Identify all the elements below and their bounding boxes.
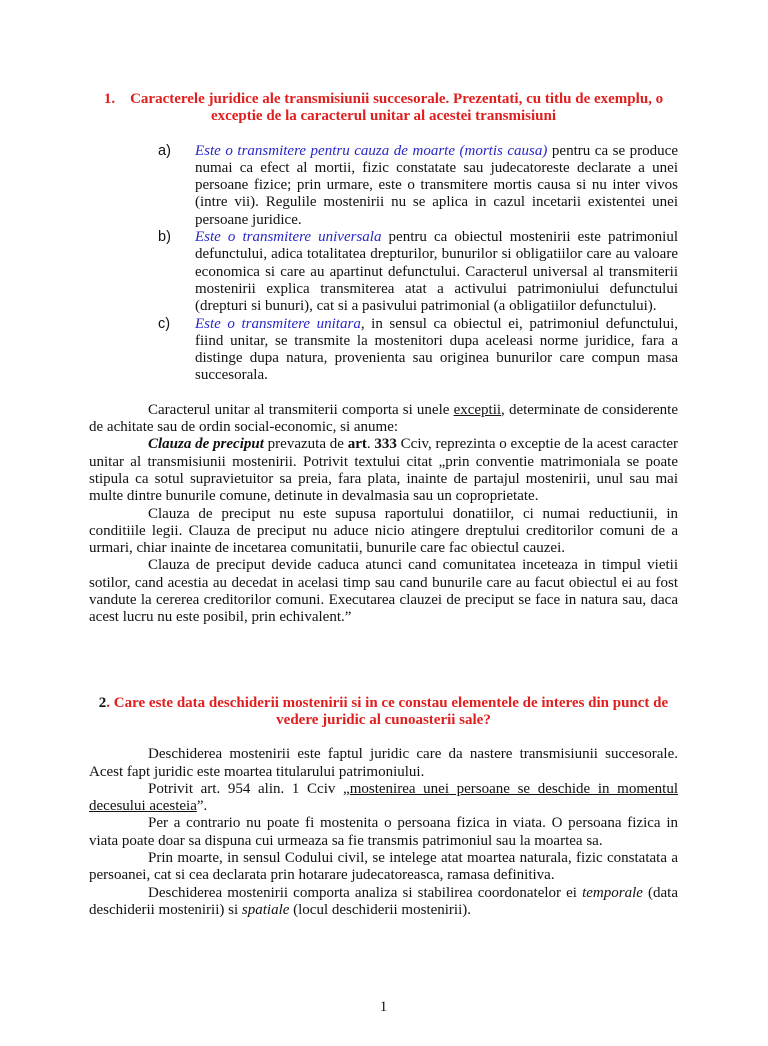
text: . <box>366 436 375 453</box>
paragraph: Clauza de preciput devide caduca atunci cand comunitatea inceteaza in timpul vietii sotilor, cand acestia au decedat in acelasi timp sau cand bunurile care au facut obiectul ei au fost vandute la cererea creditorilor comuni. Executarea clauzei de preciput se face in natura sau, daca acest lucru nu este posibil, prin echivalent.” <box>89 557 678 626</box>
list-marker: b) <box>158 229 171 246</box>
text: Deschiderea mostenirii comporta analiza si stabilirea coordonatelor ei <box>148 884 583 901</box>
text: (locul deschiderii mostenirii). <box>289 901 472 918</box>
list-marker: c) <box>158 315 171 332</box>
paragraph: Deschiderea mostenirii este faptul juridic care da nastere transmisiunii succesorale. Acest fapt juridic este moartea titularului patrimoniului. <box>89 746 678 780</box>
text: (data deschiderii mostenirii) si <box>89 884 678 918</box>
item-text: , in sensul ca obiectul ei, patrimoniul defunctului, fiind unitar, se transmite la mostenitori dupa aceleasi norme juridice, fara a distinge dupa natura, provenienta sau originea bunurilor care compun masa succesorala. <box>195 315 678 384</box>
bold-italic-term: Clauza de preciput <box>148 436 264 453</box>
text: Potrivit art. 954 alin. 1 Cciv „ <box>148 780 350 797</box>
italic-term: temporale <box>582 884 643 901</box>
text: prevazuta de <box>263 436 348 453</box>
item-emphasis: Este o transmitere unitara <box>195 315 361 332</box>
list-item-b <box>158 229 679 315</box>
section-2-title: . Care este data deschiderii mostenirii si in ce constau elementele de interes din punct de vedere juridic al cunoasterii sale? <box>106 694 669 728</box>
bold-text: 333 <box>374 436 397 453</box>
list-item-a <box>158 142 678 229</box>
page-number: 1 <box>379 999 388 1016</box>
paragraph <box>89 436 678 505</box>
section-2-number: 2 <box>98 694 107 711</box>
item-emphasis: Este o transmitere universala <box>195 229 382 246</box>
item-emphasis: Este o transmitere pentru cauza de moarte (mortis causa) <box>195 142 548 159</box>
paragraph: Per a contrario nu poate fi mostenita o persoana fizica in viata. O persoana fizica in viata poate doar sa dispuna cui urmeaza sa fie transmis patrimoniul sau la moartea sa. <box>89 815 678 849</box>
section-1-body <box>89 402 678 627</box>
paragraph <box>89 402 678 437</box>
characteristics-list <box>89 143 678 385</box>
text: Cciv, reprezinta o exceptie de la acest caracter unitar al transmisiunii mostenirii. Potrivit textului citat „prin conventie matrimoniala se poate stipula ca sotul supravietuitor sa preia, fara plata, inainte de partajul mostenirii, unul sau mai multe dintre bunurile comune, detinute in devalmasia sau un coproprietate. <box>89 436 679 505</box>
section-1-number: 1. <box>103 91 116 107</box>
section-1-title: Caracterele juridice ale transmisiunii succesorale. Prezentati, cu titlu de exemplu, o exceptie de la caracterul unitar al acestei transmisiuni <box>130 91 664 125</box>
italic-term: spatiale <box>241 901 290 918</box>
underlined-quote: mostenirea unei persoane se deschide in momentul decesului acesteia <box>89 780 678 815</box>
bold-text: art <box>347 436 367 453</box>
underlined-text: exceptii <box>453 401 502 418</box>
list-marker: a) <box>158 142 171 159</box>
text: Caracterul unitar al transmiterii comporta si unele <box>148 401 454 418</box>
paragraph: Clauza de preciput nu este supusa raportului donatiilor, ci numai reductiunii, in conditiile legii. Clauza de preciput nu aduce nicio atingere dreptului creditorilor comuni de a urmari, chiar inainte de incetarea comunitatii, bunurile care fac obiectul cauzei. <box>89 505 678 557</box>
item-text: pentru ca obiectul mostenirii este patrimoniul defunctului, adica totalitatea drepturilor, bunurilor si obligatiilor care au valoare economica si care au apartinut defunctului. Caracterul universal al transmiterii mostenirii explica transmiterea atat a activului patrimoniului defunctului (drepturi si bunuri), cat si a pasivului patrimonial (a obligatiilor defunctului). <box>195 229 679 315</box>
section-1-heading <box>89 91 678 126</box>
section-2-heading <box>89 695 678 730</box>
paragraph: Prin moarte, in sensul Codului civil, se intelege atat moartea naturala, fizic constatata a persoanei, cat si cea declarata prin hotarare judecatoreasca, ramasa definitiva. <box>89 849 678 884</box>
paragraph <box>89 781 678 816</box>
item-text: pentru ca se produce numai ca efect al mortii, fizic constatate sau judecatoreste declarate a unei persoane fizice; prin urmare, este o transmitere mortis causa si nu inter vivos (intre vii). Regulile mostenirii nu se aplica in cazul incetarii existentei unei persoane juridice. <box>195 142 678 228</box>
section-2-body <box>89 746 678 919</box>
paragraph <box>89 885 678 920</box>
text: ”. <box>196 798 208 815</box>
list-item-c <box>158 315 678 385</box>
text: , determinate de considerente de achitate sau de ordin social-economic, si anume: <box>89 401 678 436</box>
